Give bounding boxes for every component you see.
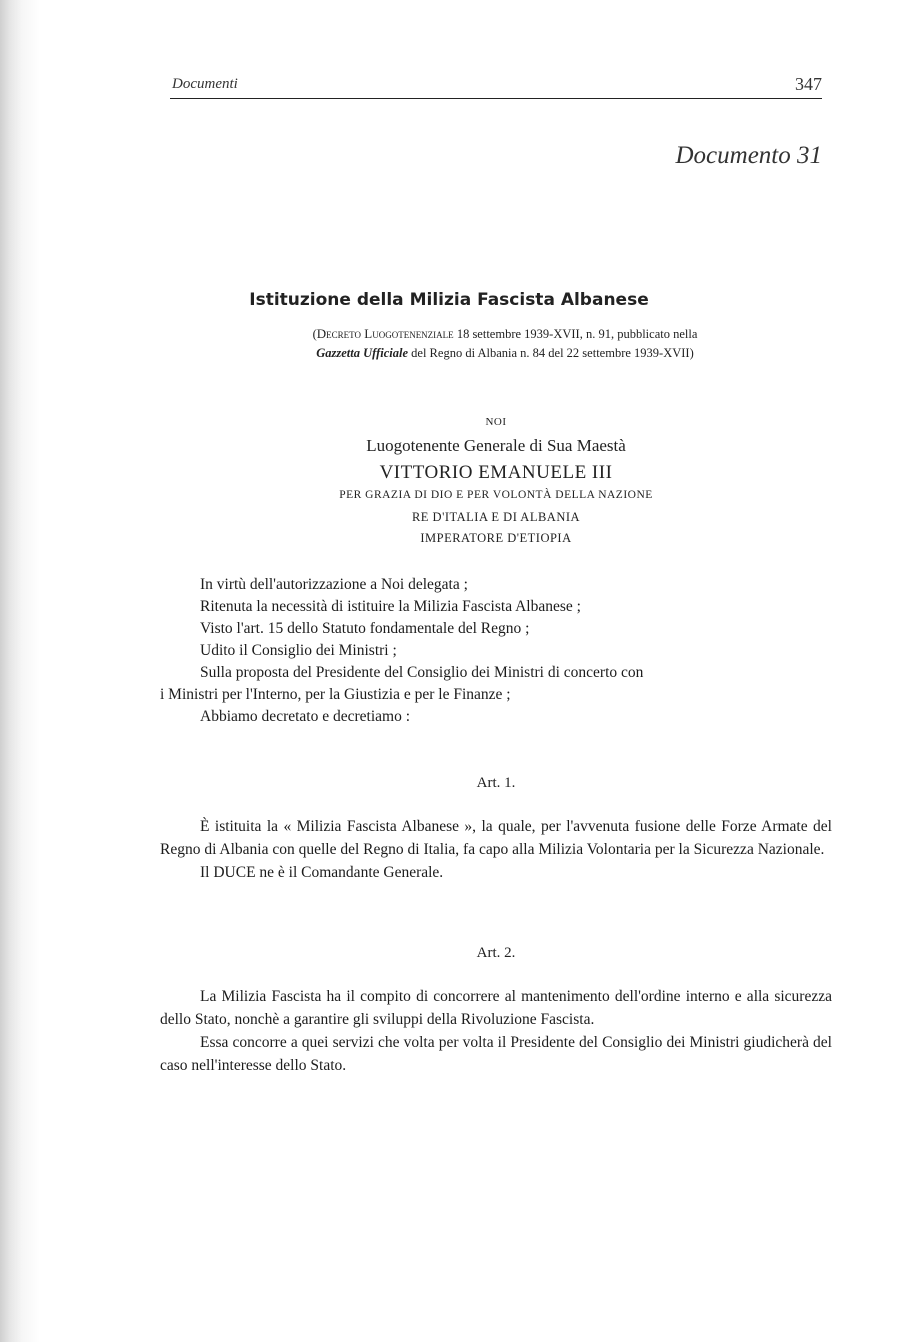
preamble-line: Udito il Consiglio dei Ministri ; xyxy=(200,642,397,659)
preamble-line: In virtù dell'autorizzazione a Noi delegata ; xyxy=(200,576,468,593)
article-2-heading: Art. 2. xyxy=(476,945,516,961)
source-line-1: (Decreto Luogotenenziale 18 settembre 1939-XVII, n. 91, pubblicato nella xyxy=(312,326,698,341)
decree-label: Decreto Luogotenenziale xyxy=(316,326,454,341)
article-paragraph: Il DUCE ne è il Comandante Generale. xyxy=(200,864,444,881)
preamble-line: i Ministri per l'Interno, per la Giustizia e per le Finanze ; xyxy=(160,686,511,703)
page-number: 347 xyxy=(795,74,822,94)
article-2-body xyxy=(160,985,832,1077)
document-title: Istituzione della Milizia Fascista Albanese xyxy=(249,290,649,310)
running-title: Documenti xyxy=(172,76,238,92)
preamble-line: Sulla proposta del Presidente del Consiglio dei Ministri di concerto con xyxy=(200,664,644,681)
heading-imperatore: IMPERATORE D'ETIOPIA xyxy=(420,531,572,545)
running-header xyxy=(170,76,822,99)
article-paragraph: Essa concorre a quei servizi che volta per volta il Presidente del Consiglio dei Ministri giudicherà del caso nell'interesse dello Stato. xyxy=(160,1034,832,1074)
heading-re: RE D'ITALIA E DI ALBANIA xyxy=(411,510,581,524)
heading-king: VITTORIO EMANUELE III xyxy=(379,462,613,483)
article-1-body xyxy=(160,815,832,884)
decree-source xyxy=(170,324,840,363)
preamble-line: Visto l'art. 15 dello Statuto fondamentale del Regno ; xyxy=(200,620,530,637)
heading-luogotenente: Luogotenente Generale di Sua Maestà xyxy=(366,436,626,455)
source-line-1-rest: 18 settembre 1939-XVII, n. 91, pubblicato nella xyxy=(453,327,698,341)
preamble-line: Abbiamo decretato e decretiamo : xyxy=(200,708,411,725)
article-paragraph: È istituita la « Milizia Fascista Albanese », la quale, per l'avvenuta fusione delle Forze Armate del Regno di Albania con quelle del Regno di Italia, fa capo alla Milizia Volontaria per la Sicurezza Nazionale. xyxy=(160,818,832,858)
source-line-2-rest: del Regno di Albania n. 84 del 22 settembre 1939-XVII) xyxy=(408,346,694,360)
article-paragraph: La Milizia Fascista ha il compito di concorrere al mantenimento dell'ordine interno e alla sicurezza dello Stato, nonchè a garantire gli sviluppi della Rivoluzione Fascista. xyxy=(160,988,832,1028)
gazette-name: Gazzetta Ufficiale xyxy=(316,346,409,360)
document-number: Documento 31 xyxy=(675,142,822,169)
source-line-2 xyxy=(170,344,840,363)
preamble-line: Ritenuta la necessità di istituire la Milizia Fascista Albanese ; xyxy=(200,598,581,615)
article-1-heading: Art. 1. xyxy=(476,775,516,791)
heading-grazia: PER GRAZIA DI DIO E PER VOLONTÀ DELLA NAZIONE xyxy=(339,489,653,501)
heading-noi: NOI xyxy=(485,416,507,428)
preamble xyxy=(160,574,832,728)
